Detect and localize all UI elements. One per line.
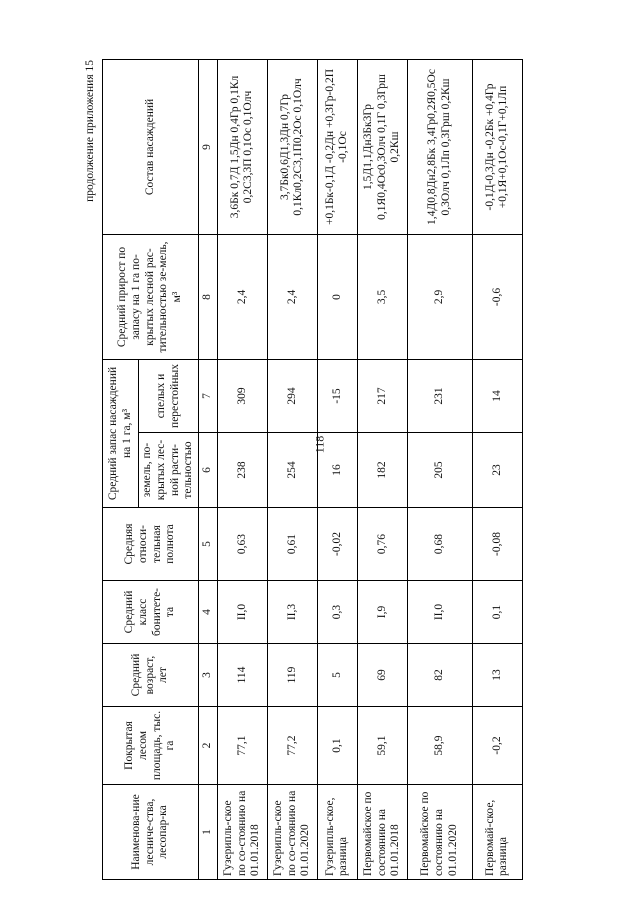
row-name: Первомай-ское, разница (472, 785, 522, 880)
cell-age: 69 (357, 644, 407, 707)
cell-stock-mature: 309 (217, 359, 267, 432)
col-number: 8 (199, 234, 218, 359)
cell-stock-covered: 205 (407, 433, 472, 508)
cell-composition: -0,1Д-0,3Дн -0,2Бк +0,4Гр +0,1Я+0,1Ос-0,1Г+0,1Лп (472, 59, 522, 234)
column-number-row (199, 59, 218, 879)
cell-age: 5 (317, 644, 357, 707)
cell-bonitet: 0,1 (472, 581, 522, 644)
cell-density: 0,76 (357, 508, 407, 581)
cell-growth: 2,4 (267, 234, 317, 359)
row-name: Первомайское по состоянию на 01.01.2018 (357, 785, 407, 880)
header-area: Покрытая лесом площадь, тыс. га (103, 707, 199, 785)
col-number: 5 (199, 508, 218, 581)
header-density: Средняя относи-тельная полнота (103, 508, 199, 581)
row-name: Гузерипль-ское, разница (317, 785, 357, 880)
table-row (317, 59, 357, 879)
cell-stock-covered: 23 (472, 433, 522, 508)
cell-density: -0,02 (317, 508, 357, 581)
header-name: Наименова-ние лесниче-ства, лесопар-ка (103, 785, 199, 880)
table-row (267, 59, 317, 879)
cell-stock-mature: 294 (267, 359, 317, 432)
col-number: 3 (199, 644, 218, 707)
cell-area: 58,9 (407, 707, 472, 785)
header-stock-mature: спелых и перестойных (139, 359, 199, 432)
header-stock-covered: земель, по-крытых лес-ной расти-тельностью (139, 433, 199, 508)
rotated-page-content (84, 60, 522, 880)
cell-stock-mature: 217 (357, 359, 407, 432)
cell-age: 13 (472, 644, 522, 707)
row-name: Первомайское по состоянию на 01.01.2020 (407, 785, 472, 880)
cell-age: 119 (267, 644, 317, 707)
cell-bonitet: II,0 (407, 581, 472, 644)
col-number: 6 (199, 433, 218, 508)
cell-stock-covered: 182 (357, 433, 407, 508)
cell-stock-covered: 16 (317, 433, 357, 508)
cell-stock-mature: 14 (472, 359, 522, 432)
forest-stands-table (102, 59, 523, 880)
header-age: Средний возраст, лет (103, 644, 199, 707)
table-row (407, 59, 472, 879)
cell-composition: +0,1Бк-0,1Д -0,2Дн +0,3Гр-0,2П -0,1Ос (317, 59, 357, 234)
col-number: 1 (199, 785, 218, 880)
header-bonitet: Средний класс бонитете-та (103, 581, 199, 644)
col-number: 4 (199, 581, 218, 644)
cell-area: 0,1 (317, 707, 357, 785)
cell-bonitet: II,0 (217, 581, 267, 644)
cell-area: 77,1 (217, 707, 267, 785)
col-number: 2 (199, 707, 218, 785)
cell-bonitet: I,9 (357, 581, 407, 644)
cell-density: 0,68 (407, 508, 472, 581)
cell-growth: 3,5 (357, 234, 407, 359)
header-growth: Средний прирост по запасу на 1 га по-крытых лесной рас-тительностью зе-мель, м³ (103, 234, 199, 359)
cell-bonitet: 0,3 (317, 581, 357, 644)
cell-composition: 3,7Бк0,6Д1,3Дн 0,7Гр 0,1Кл0,2С3,1П0,2Ос 0,1Олч (267, 59, 317, 234)
cell-density: -0,08 (472, 508, 522, 581)
cell-stock-mature: 231 (407, 359, 472, 432)
cell-stock-covered: 254 (267, 433, 317, 508)
continuation-note: продолжение приложения 15 (84, 60, 96, 202)
cell-composition: 3,6Бк 0,7Д 1,5Дн 0,4Гр 0,1Кл 0,2С3,3П 0,1Ос 0,1Олч (217, 59, 267, 234)
cell-growth: 2,9 (407, 234, 472, 359)
row-name: Гузерипль-ское по со-стоянию на 01.01.2020 (267, 785, 317, 880)
cell-area: -0,2 (472, 707, 522, 785)
cell-composition: 1,5Д1,1Дн3Бк3Гр 0,1Я0,4Ос0,3Олч 0,1Г 0,3Грш 0,2Кш (357, 59, 407, 234)
table-row (357, 59, 407, 879)
header-row-1 (103, 59, 139, 879)
header-stock: Средний запас насаждений на 1 га, м³ (103, 359, 139, 507)
cell-bonitet: II,3 (267, 581, 317, 644)
cell-age: 82 (407, 644, 472, 707)
cell-composition: 1,4Д0,8Дн2,8Бк 3,4Гр0,2Я0,5Ос 0,3Олч 0,1Лп 0,3Грш 0,2Кш (407, 59, 472, 234)
cell-area: 59,1 (357, 707, 407, 785)
page-number: 118 (312, 435, 327, 454)
header-composition: Состав насаждений (103, 59, 199, 234)
cell-growth: -0,6 (472, 234, 522, 359)
col-number: 9 (199, 59, 218, 234)
table-row (217, 59, 267, 879)
cell-age: 114 (217, 644, 267, 707)
cell-stock-covered: 238 (217, 433, 267, 508)
cell-density: 0,63 (217, 508, 267, 581)
col-number: 7 (199, 359, 218, 432)
table-row (472, 59, 522, 879)
cell-growth: 0 (317, 234, 357, 359)
row-name: Гузерипль-ское по со-стоянию на 01.01.2018 (217, 785, 267, 880)
cell-stock-mature: -15 (317, 359, 357, 432)
cell-area: 77,2 (267, 707, 317, 785)
cell-growth: 2,4 (217, 234, 267, 359)
cell-density: 0,61 (267, 508, 317, 581)
